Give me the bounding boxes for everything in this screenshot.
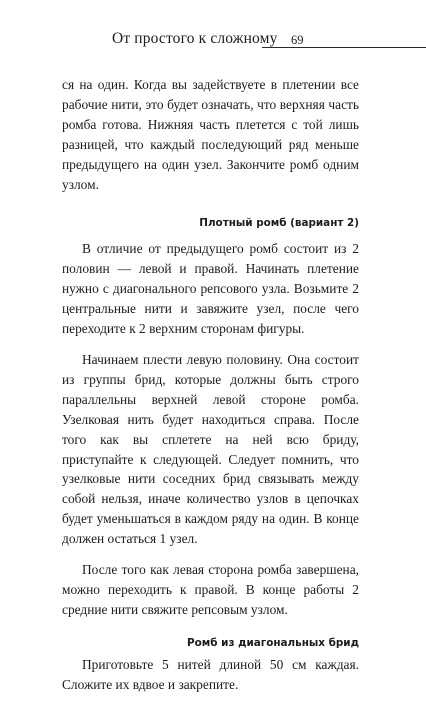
header-rule <box>262 47 426 48</box>
section-heading-dense-rhombus: Плотный ромб (вариант 2) <box>199 217 359 230</box>
section2-paragraph-1: Приготовьте 5 нитей длиной 50 см каждая. Сложите их вдвое и закрепите. <box>62 656 359 692</box>
section1-paragraph-1: В отличие от предыдущего ромб состоит из 2 половин — левой и правой. Начинать плетение нужно с диагонального репсового узла. Возьмите 2 центральные нити и завяжите узел, после чего переходите к 2 верхним сторонам фигуры. <box>62 241 359 337</box>
page-number: 69 <box>291 33 304 47</box>
page-body <box>62 75 359 706</box>
section1-paragraph-3: После того как левая сторона ромба завершена, можно переходить к правой. В конце работы 2 средние нити свяжите репсовым узлом. <box>62 562 359 617</box>
running-header <box>112 30 426 54</box>
header-title: От простого к сложному <box>112 30 278 47</box>
section-heading-diagonal-brides: Ромб из диагональных брид <box>187 636 359 649</box>
section1-paragraph-2: Начинаем плести левую половину. Она состоит из группы брид, которые должны быть строго параллельны верхней левой стороне ромба. Узелковая нить будет находиться справа. После того как вы сплетете на ней всю бриду, приступайте к следующей. Следует помнить, что узелковые нити соседних брид связывать между собой нельзя, иначе количество узлов в цепочках будет уменьшаться в каждом ряду на один. В конце должен остаться 1 узел. <box>62 351 359 547</box>
continuation-paragraph: ся на один. Когда вы задействуете в плетении все рабочие нити, это будет означать, что верхняя часть ромба готова. Нижняя часть плетется с той лишь разницей, что каждый последующий ряд меньше предыдущего на один узел. Закончите ромб одним узлом. <box>62 77 359 192</box>
